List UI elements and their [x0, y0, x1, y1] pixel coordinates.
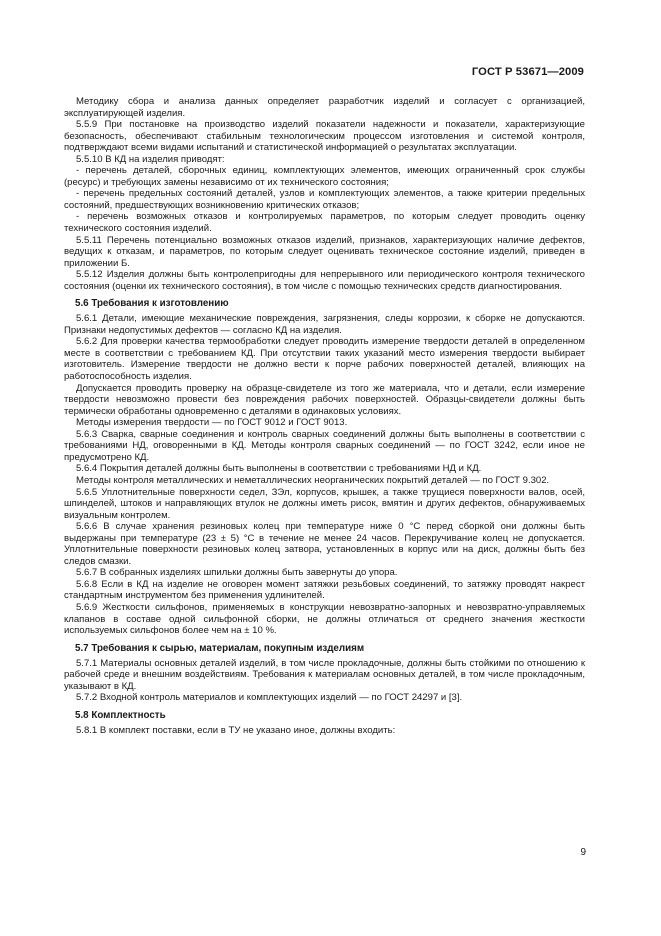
paragraph: 5.6.9 Жесткости сильфонов, применяемых в конструкции невозвратно-запорных и невозвратно-управляемых клапанов в составе одной сильфонной сборки, не должны отличаться от среднего значения жесткости используемых сильфонов более чем на ± 10 %.: [64, 601, 585, 637]
paragraph: 5.6.2 Для проверки качества термообработки следует проводить измерение твердости деталей в определенном месте в соответствии с требованием КД. При отсутствии таких указаний место измерения твердости выбирает изготовитель. Измерение твердости не должно вести к порче рабочих поверхностей деталей, влияющих на работоспособность изделия.: [64, 336, 585, 383]
paragraph: Методы измерения твердости — по ГОСТ 9012 и ГОСТ 9013.: [76, 417, 348, 429]
paragraph: 5.7.2 Входной контроль материалов и комплектующих изделий — по ГОСТ 24297 и [3].: [76, 692, 463, 704]
paragraph: 5.5.12 Изделия должны быть контролепригодны для непрерывного или периодического контроля технического состояния (оценки их технического состояния), в том числе с помощью технических средств диагностирования.: [64, 269, 585, 292]
paragraph: 5.6.7 В собранных изделиях шпильки должны быть завернуты до упора.: [76, 567, 398, 579]
list-item: - перечень возможных отказов и контролируемых параметров, по которым следует проводить оценку технического состояния изделий.: [64, 211, 585, 235]
paragraph: 5.5.9 При постановке на производство изделий показатели надежности и показатели, характеризующие безопасность, обеспечивают стабильным технологическим процессом изготовления и системой контроля, подтверждают всеми видами испытаний и статистической информацией о результатах эксплуатации.: [64, 119, 585, 154]
document-header: ГОСТ Р 53671—2009: [471, 66, 584, 78]
section-heading: 5.6 Требования к изготовлению: [75, 298, 229, 310]
page-number: 9: [580, 847, 586, 858]
list-item: - перечень предельных состояний деталей, узлов и комплектующих элементов, а также критерии предельных состояний, предшествующих возникновению критических отказов;: [64, 188, 585, 211]
paragraph: 5.7.1 Материалы основных деталей изделий, в том числе прокладочные, должны быть стойкими по отношению к рабочей среде и внешним воздействиям. Требования к материалам основных деталей, в том числе прокладочным, указывают в КД.: [64, 657, 585, 692]
document-body: [64, 96, 585, 736]
paragraph: 5.6.4 Покрытия деталей должны быть выполнены в соответствии с требованиями НД и КД.: [76, 463, 482, 475]
section-heading: 5.7 Требования к сырью, материалам, покупным изделиям: [75, 642, 365, 654]
paragraph: Допускается проводить проверку на образце-свидетеле из того же материала, что и детали, если измерение твердости невозможно провести без повреждения рабочих поверхностей. Образцы-свидетели должны быть термически обработаны одновременно с деталями в одинаковых условиях.: [64, 382, 585, 417]
section-heading: 5.8 Комплектность: [75, 709, 166, 721]
paragraph: 5.6.8 Если в КД на изделие не оговорен момент затяжки резьбовых соединений, то затяжку проводят накрест стандартным инструментом без применения удлинителей.: [64, 578, 585, 602]
paragraph: 5.8.1 В комплект поставки, если в ТУ не указано иное, должны входить:: [76, 724, 396, 736]
paragraph: 5.5.10 В КД на изделия приводят:: [76, 153, 225, 165]
paragraph: 5.6.5 Уплотнительные поверхности седел, ЗЭл, корпусов, крышек, а также трущиеся поверхности валов, осей, шпинделей, штоков и направляющих втулок не должны иметь рисок, вмятин и других дефектов, обнаруживаемых визуальным контролем.: [64, 486, 585, 521]
paragraph: Методы контроля металлических и неметаллических неорганических покрытий деталей — по ГОСТ 9.302.: [76, 474, 550, 486]
paragraph: Методику сбора и анализа данных определяет разработчик изделий и согласует с организацией, эксплуатирующей изделия.: [64, 96, 585, 119]
paragraph: 5.6.3 Сварка, сварные соединения и контроль сварных соединений должны быть выполнены в соответствии с требованиями НД, оговоренными в КД. Методы контроля сварных соединений — по ГОСТ 3242, если иное не предусмотрено КД.: [64, 428, 585, 463]
paragraph: 5.5.11 Перечень потенциально возможных отказов изделий, признаков, характеризующих наличие дефектов, ведущих к отказам, и параметров, по которым следует оценивать техническое состояние изделий, приведен в приложении Б.: [64, 234, 585, 269]
paragraph: 5.6.6 В случае хранения резиновых колец при температуре ниже 0 °С перед сборкой они должны быть выдержаны при температуре (23 ± 5) °С в течение не менее 24 часов. Перекручивание колец не допускается. Уплотнительные поверхности резиновых колец затвора, установленных в корпус или на диск, должны быть без следов смазки.: [64, 521, 585, 567]
paragraph: 5.6.1 Детали, имеющие механические повреждения, загрязнения, следы коррозии, к сборке не допускаются. Признаки недопустимых дефектов — согласно КД на изделия.: [64, 313, 585, 336]
list-item: - перечень деталей, сборочных единиц, комплектующих элементов, имеющих ограниченный срок службы (ресурс) и требующих замены независимо от их технического состояния;: [64, 165, 585, 188]
